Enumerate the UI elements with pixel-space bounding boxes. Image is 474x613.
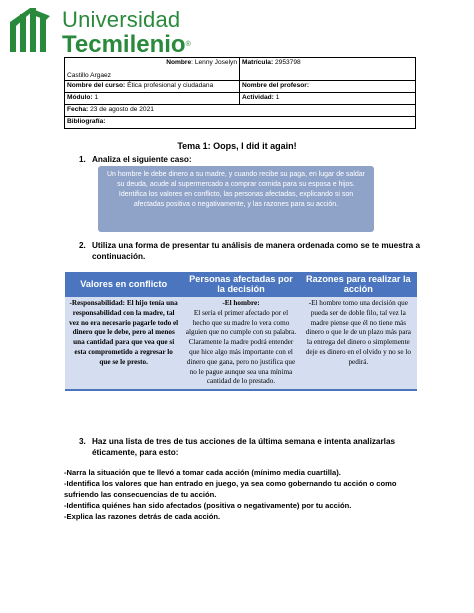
course-cell: Nombre del curso: Ética profesional y ciudadana — [65, 81, 240, 93]
page-title: Tema 1: Oops, I did it again! — [177, 141, 297, 151]
cell-reasons: -El hombre tomo una decisión que pueda ser de doble filo, tal vez la madre piense que él no tiene más dinero o que le de un plazo más para la entrega del dinero o simplemente deje es dinero en el olvido y no se lo pedirá. — [300, 297, 417, 390]
question-3: 3. Haz una lista de tres de tus acciones de la última semana e intenta analizarlas éticamente, para esto: — [79, 437, 396, 457]
instruction-item: -Identifica los valores que han entrado en juego, ya sea como gobernando tu acción o como sufriendo las consecuencias de tu acción. — [64, 479, 397, 499]
instruction-item: -Explica las razones detrás de cada acción. — [64, 511, 221, 521]
bibliography-cell: Bibliografía: — [65, 117, 416, 129]
instruction-item: -Identifica quiénes han sido afectados (positiva o negativamente) por tu acción. — [64, 500, 352, 510]
case-box: Un hombre le debe dinero a su madre, y cuando recibe su paga, en lugar de saldar su deuda, acude al supermercado a comprar comida para su esposa e hijos. Identifica los valores en conflicto, las personas afectadas, explicando si son afectadas positiva o negativamente, y las razones para su acción. — [98, 166, 374, 232]
module-cell: Módulo: 1 — [65, 93, 240, 105]
analysis-table — [65, 272, 417, 391]
name-cell: Nombre: Lenny Joselyn Castillo Argaez — [65, 58, 240, 81]
matricula-cell: Matrícula: 2953798 — [240, 58, 416, 81]
logo-line-tecmilenio: Tecmilenio® — [62, 31, 191, 58]
header-affected: Personas afectadas por la decisión — [182, 272, 299, 297]
activity-cell: Actividad: 1 — [240, 93, 416, 105]
logo-line-universidad: Universidad — [62, 7, 181, 32]
university-logo-icon — [6, 4, 54, 54]
cell-values: -Responsabilidad: El hijo tenía una responsabilidad con la madre, tal vez no era necesario pagarle todo el dinero que le debe, pero al menos una cantidad para que vea que si esta comprometido a regresar lo que se le presto. — [65, 297, 182, 390]
cell-affected: -El hombre: El sería el primer afectado por el hecho que su madre lo vera como alguien que no cumple con su palabra. Claramente la madre podrá entender que hice algo más importante con el dinero que gana, pero no justifica que no le pague aunque sea una mínima cantidad de lo prestado. — [182, 297, 299, 390]
instructions-list — [64, 468, 424, 523]
header-values: Valores en conflicto — [65, 272, 182, 297]
student-info-table — [64, 57, 416, 129]
question-2: 2. Utiliza una forma de presentar tu análisis de manera ordenada como se te muestra a continuación. — [79, 241, 421, 261]
question-1: 1. Analiza el siguiente caso: — [79, 155, 192, 164]
instruction-item: -Narra la situación que te llevó a tomar cada acción (mínimo media cuartilla). — [64, 468, 341, 477]
tecmilenio-logo — [6, 4, 236, 58]
date-cell: Fecha: 23 de agosto de 2021 — [65, 105, 416, 117]
header-reasons: Razones para realizar la acción — [300, 272, 417, 297]
professor-cell: Nombre del profesor: — [240, 81, 416, 93]
